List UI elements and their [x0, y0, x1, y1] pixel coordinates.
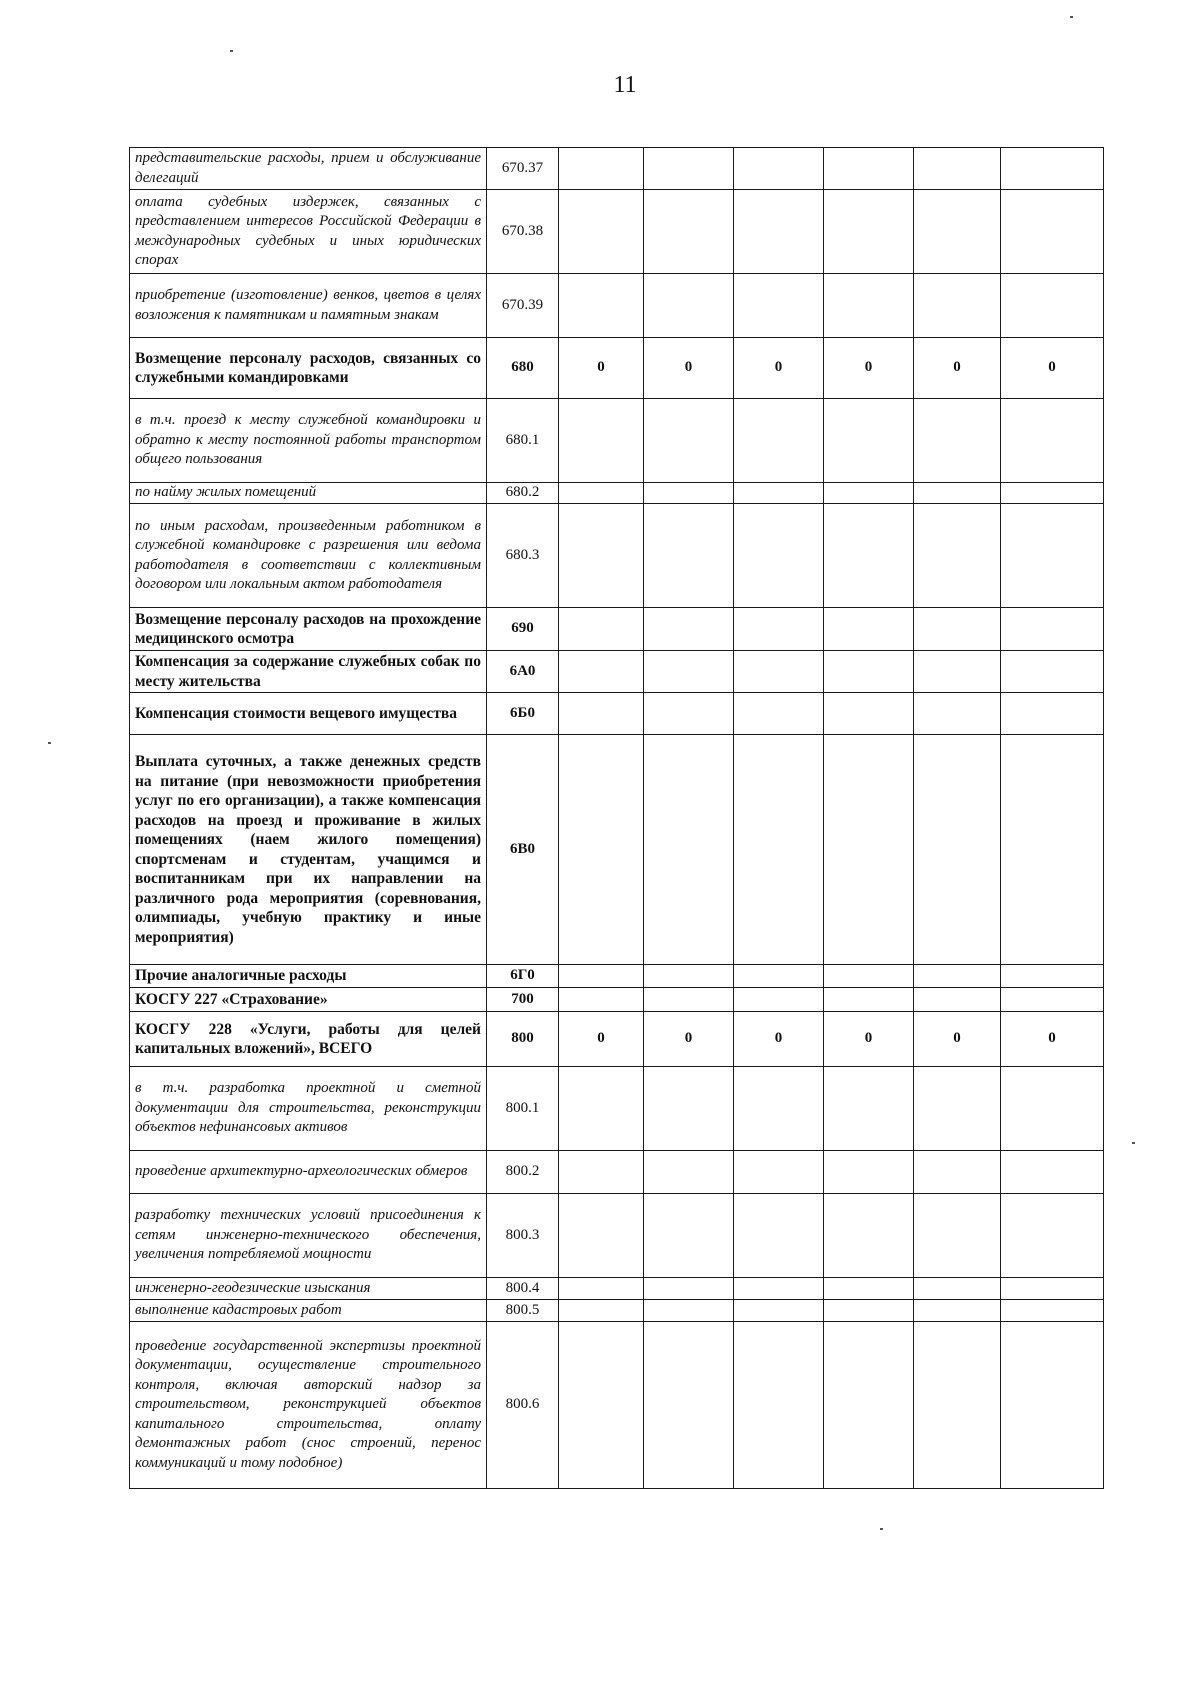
value-cell [914, 735, 1001, 965]
row-code: 6Б0 [487, 693, 559, 735]
value-cell [734, 148, 824, 190]
scan-mark [230, 50, 233, 52]
value-cell [644, 1278, 734, 1300]
table-row [130, 190, 1104, 274]
value-cell [644, 1300, 734, 1322]
row-code: 800.4 [487, 1278, 559, 1300]
row-description: инженерно-геодезические изыскания [130, 1278, 487, 1300]
value-cell [734, 735, 824, 965]
value-cell: 0 [824, 1012, 914, 1067]
value-cell [734, 190, 824, 274]
value-cell [824, 1194, 914, 1278]
value-cell [914, 693, 1001, 735]
value-cell [914, 1151, 1001, 1194]
value-cell: 0 [1001, 1012, 1104, 1067]
scan-mark [880, 1528, 883, 1530]
value-cell [914, 399, 1001, 483]
table-row [130, 274, 1104, 338]
row-code: 680.2 [487, 483, 559, 504]
value-cell [734, 1151, 824, 1194]
value-cell [644, 651, 734, 693]
value-cell [914, 608, 1001, 651]
value-cell [644, 1194, 734, 1278]
row-description: Возмещение персоналу расходов на прохождение медицинского осмотра [130, 608, 487, 651]
value-cell [914, 1194, 1001, 1278]
value-cell [734, 274, 824, 338]
table-row [130, 965, 1104, 988]
value-cell [914, 148, 1001, 190]
value-cell [734, 988, 824, 1012]
value-cell [559, 274, 644, 338]
value-cell [559, 1067, 644, 1151]
row-code: 800.6 [487, 1322, 559, 1489]
table-row [130, 1067, 1104, 1151]
value-cell [1001, 504, 1104, 608]
value-cell [559, 735, 644, 965]
row-description: по иным расходам, произведенным работником в служебной командировке с разрешения или ведома работодателя в соответствии с коллективным договором или локальным актом работодателя [130, 504, 487, 608]
value-cell [644, 965, 734, 988]
value-cell [824, 399, 914, 483]
value-cell [734, 693, 824, 735]
value-cell [914, 965, 1001, 988]
value-cell [644, 693, 734, 735]
value-cell [644, 274, 734, 338]
value-cell [824, 1067, 914, 1151]
value-cell [824, 274, 914, 338]
page-number: 11 [613, 72, 637, 98]
value-cell: 0 [644, 1012, 734, 1067]
value-cell [1001, 399, 1104, 483]
value-cell [559, 965, 644, 988]
value-cell [1001, 274, 1104, 338]
value-cell [824, 608, 914, 651]
row-code: 800.3 [487, 1194, 559, 1278]
value-cell [824, 504, 914, 608]
row-description: Компенсация за содержание служебных собак по месту жительства [130, 651, 487, 693]
table-row [130, 651, 1104, 693]
value-cell [559, 1278, 644, 1300]
value-cell [734, 504, 824, 608]
table-row [130, 1194, 1104, 1278]
value-cell [559, 148, 644, 190]
value-cell [734, 1067, 824, 1151]
row-code: 690 [487, 608, 559, 651]
value-cell [1001, 190, 1104, 274]
value-cell [559, 693, 644, 735]
value-cell [824, 735, 914, 965]
value-cell [1001, 1151, 1104, 1194]
row-code: 670.37 [487, 148, 559, 190]
value-cell [824, 190, 914, 274]
table-row [130, 483, 1104, 504]
row-description: в т.ч. разработка проектной и сметной документации для строительства, реконструкции объектов нефинансовых активов [130, 1067, 487, 1151]
table-body [130, 148, 1104, 1489]
row-code: 6А0 [487, 651, 559, 693]
row-code: 700 [487, 988, 559, 1012]
row-code: 6В0 [487, 735, 559, 965]
value-cell [644, 483, 734, 504]
value-cell [734, 483, 824, 504]
row-description: приобретение (изготовление) венков, цветов в целях возложения к памятникам и памятным знакам [130, 274, 487, 338]
value-cell [1001, 693, 1104, 735]
value-cell [1001, 1278, 1104, 1300]
value-cell: 0 [734, 1012, 824, 1067]
table-row [130, 988, 1104, 1012]
table-row [130, 1278, 1104, 1300]
value-cell [824, 1151, 914, 1194]
value-cell [559, 504, 644, 608]
table-row [130, 504, 1104, 608]
value-cell [1001, 965, 1104, 988]
value-cell: 0 [1001, 338, 1104, 399]
value-cell [734, 1300, 824, 1322]
value-cell [914, 190, 1001, 274]
value-cell [1001, 148, 1104, 190]
row-description: проведение архитектурно-археологических обмеров [130, 1151, 487, 1194]
value-cell [734, 399, 824, 483]
value-cell [734, 1322, 824, 1489]
value-cell [559, 651, 644, 693]
row-description: Прочие аналогичные расходы [130, 965, 487, 988]
row-description: представительские расходы, прием и обслуживание делегаций [130, 148, 487, 190]
row-description: разработку технических условий присоединения к сетям инженерно-технического обеспечения, увеличения потребляемой мощности [130, 1194, 487, 1278]
table-row [130, 693, 1104, 735]
value-cell: 0 [559, 338, 644, 399]
value-cell [914, 988, 1001, 1012]
table-row [130, 1012, 1104, 1067]
value-cell [914, 1278, 1001, 1300]
value-cell [1001, 1300, 1104, 1322]
value-cell [559, 190, 644, 274]
value-cell [559, 1322, 644, 1489]
row-description: Выплата суточных, а также денежных средств на питание (при невозможности приобретения услуг по его организации), а также компенсация расходов на проезд и проживание в жилых помещениях (наем жилого помещения) спортсменам и студентам, учащимся и воспитанникам при их направлении на различного рода мероприятия (соревнования, олимпиады, учебную практику и иные мероприятия) [130, 735, 487, 965]
scan-mark [1132, 1142, 1135, 1144]
value-cell [824, 148, 914, 190]
value-cell [1001, 651, 1104, 693]
row-description: Возмещение персоналу расходов, связанных со служебными командировками [130, 338, 487, 399]
row-code: 800.2 [487, 1151, 559, 1194]
row-code: 670.39 [487, 274, 559, 338]
scan-mark [48, 742, 51, 744]
value-cell [824, 1300, 914, 1322]
row-description: выполнение кадастровых работ [130, 1300, 487, 1322]
value-cell [914, 651, 1001, 693]
row-description: в т.ч. проезд к месту служебной командировки и обратно к месту постоянной работы транспортом общего пользования [130, 399, 487, 483]
value-cell: 0 [559, 1012, 644, 1067]
table-row [130, 1322, 1104, 1489]
value-cell [644, 399, 734, 483]
value-cell [914, 483, 1001, 504]
value-cell: 0 [914, 338, 1001, 399]
row-code: 680.3 [487, 504, 559, 608]
value-cell: 0 [914, 1012, 1001, 1067]
value-cell [644, 1067, 734, 1151]
row-code: 800.5 [487, 1300, 559, 1322]
row-code: 680.1 [487, 399, 559, 483]
value-cell [824, 1322, 914, 1489]
row-code: 680 [487, 338, 559, 399]
value-cell [734, 965, 824, 988]
value-cell [1001, 1067, 1104, 1151]
table-row [130, 608, 1104, 651]
value-cell [734, 1194, 824, 1278]
value-cell [824, 651, 914, 693]
row-description: КОСГУ 228 «Услуги, работы для целей капитальных вложений», ВСЕГО [130, 1012, 487, 1067]
value-cell [644, 1322, 734, 1489]
row-description: по найму жилых помещений [130, 483, 487, 504]
value-cell [914, 504, 1001, 608]
value-cell [914, 274, 1001, 338]
value-cell [559, 399, 644, 483]
row-description: КОСГУ 227 «Страхование» [130, 988, 487, 1012]
table-row [130, 338, 1104, 399]
table-row [130, 735, 1104, 965]
table-row [130, 1300, 1104, 1322]
table-row [130, 399, 1104, 483]
value-cell [734, 608, 824, 651]
row-description: Компенсация стоимости вещевого имущества [130, 693, 487, 735]
value-cell [559, 483, 644, 504]
value-cell [559, 1194, 644, 1278]
value-cell [559, 1151, 644, 1194]
value-cell [1001, 1194, 1104, 1278]
value-cell [559, 988, 644, 1012]
value-cell [824, 483, 914, 504]
value-cell [914, 1067, 1001, 1151]
row-code: 800 [487, 1012, 559, 1067]
value-cell [559, 1300, 644, 1322]
value-cell: 0 [824, 338, 914, 399]
value-cell [1001, 735, 1104, 965]
row-code: 6Г0 [487, 965, 559, 988]
value-cell [824, 988, 914, 1012]
budget-table [129, 147, 1104, 1489]
value-cell [1001, 608, 1104, 651]
value-cell [644, 504, 734, 608]
value-cell: 0 [644, 338, 734, 399]
value-cell [824, 1278, 914, 1300]
value-cell [644, 988, 734, 1012]
value-cell [644, 190, 734, 274]
value-cell [644, 1151, 734, 1194]
value-cell [734, 1278, 824, 1300]
value-cell [644, 148, 734, 190]
row-description: оплата судебных издержек, связанных с представлением интересов Российской Федерации в международных судебных и иных юридических спорах [130, 190, 487, 274]
row-description: проведение государственной экспертизы проектной документации, осуществление строительного контроля, включая авторский надзор за строительством, реконструкцией объектов капитального строительства, оплату демонтажных работ (снос строений, перенос коммуникаций и тому подобное) [130, 1322, 487, 1489]
value-cell [914, 1300, 1001, 1322]
row-code: 800.1 [487, 1067, 559, 1151]
value-cell [1001, 483, 1104, 504]
value-cell [559, 608, 644, 651]
value-cell [1001, 988, 1104, 1012]
value-cell [644, 608, 734, 651]
table-row [130, 148, 1104, 190]
value-cell [1001, 1322, 1104, 1489]
table-row [130, 1151, 1104, 1194]
value-cell [914, 1322, 1001, 1489]
row-code: 670.38 [487, 190, 559, 274]
value-cell [644, 735, 734, 965]
scan-mark [1070, 16, 1073, 18]
value-cell [824, 693, 914, 735]
value-cell [734, 651, 824, 693]
value-cell: 0 [734, 338, 824, 399]
value-cell [824, 965, 914, 988]
